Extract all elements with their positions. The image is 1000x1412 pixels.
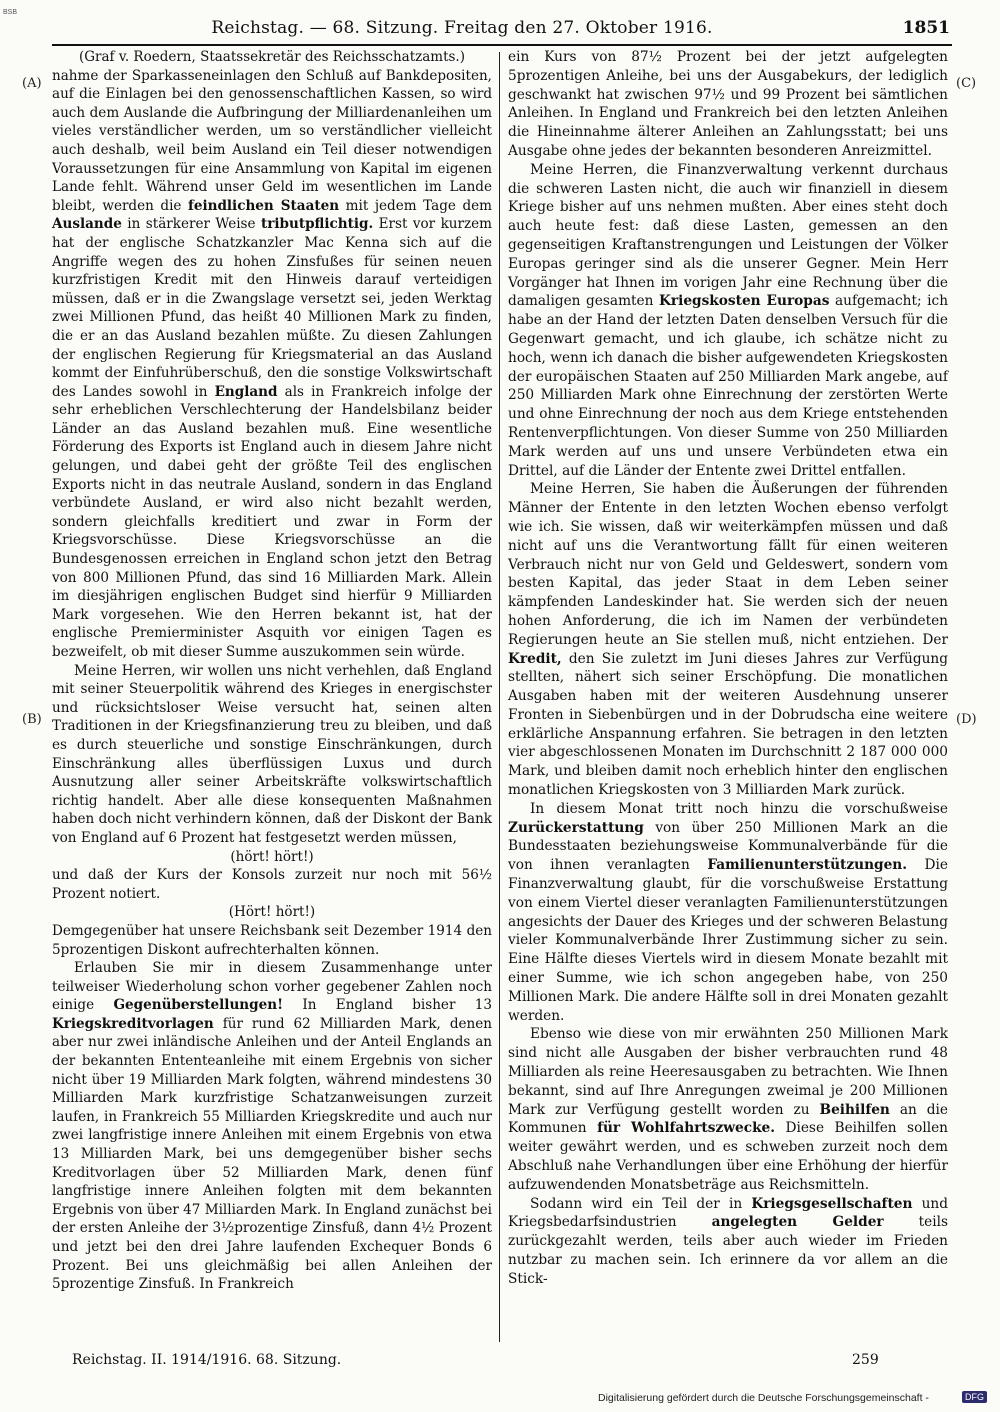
page-number: 1851 xyxy=(902,18,950,38)
running-title: Reichstag. — 68. Sitzung. Freitag den 27. Oktober 1916. xyxy=(211,18,713,38)
paragraph: Meine Herren, Sie haben die Äußerungen der führenden Männer der Entente in den letzten Wochen ebenso verfolgt wie ich. Sie wissen, daß wir weiterkämpfen müssen und daß nicht auf uns die Verantwortung fällt für einen weiteren Verbrauch nicht nur von Geld und Geldeswert, sondern vom besten Kapital, das jeder Staat in dem Leben seiner kämpfenden Landeskinder hat. Sie werden sich der neuen hohen Anforderung, die ich im Namen der verbündeten Regierungen heute an Sie stellen muß, nicht entziehen. Der Kredit, den Sie zuletzt im Juni dieses Jahres zur Verfügung stellten, nähert sich seiner Erschöpfung. Die monatlichen Ausgaben haben mit der weiteren Ausdehnung unserer Fronten in Siebenbürgen und in der Dobrudscha eine weitere erklärliche Anspannung erfahren. Sie betragen in den letzten vier abgeschlossenen Monaten im Durchschnitt 2 187 000 000 Mark, und bleiben damit noch erheblich hinter den englischen monatlichen Kriegskosten von 3 Milliarden Mark zurück. xyxy=(508,481,948,799)
speaker-note: (Graf v. Roedern, Staatssekretär des Reichsschatzamts.) xyxy=(78,49,465,65)
interjection: (hört! hört!) xyxy=(230,848,314,865)
margin-marker-a: (A) xyxy=(22,76,42,91)
right-column xyxy=(508,48,948,1289)
interjection: (Hört! hört!) xyxy=(228,904,316,921)
dfg-logo: DFG xyxy=(962,1391,987,1403)
paragraph: und daß der Kurs der Konsols zurzeit nur noch mit 56½ Prozent notiert. xyxy=(52,867,492,902)
digitization-note: Digitalisierung gefördert durch die Deutsche Forschungsgemeinschaft - xyxy=(598,1392,929,1404)
margin-marker-d: (D) xyxy=(956,712,977,727)
margin-marker-c: (C) xyxy=(956,76,977,91)
paragraph: In diesem Monat tritt noch hinzu die vorschußweise Zurückerstattung von über 250 Millionen Mark an die Bundesstaaten beziehungsweise Kommunalverbände für die von ihnen veranlagten Familienunterstützungen. Die Finanzverwaltung glaubt, für die vorschußweise Erstattung von einem Viertel dieser veranlagten Familienunterstützungen angesichts der Dauer des Krieges und der schweren Belastung vieler Kommunalverbände Ihrer Zustimmung sicher zu sein. Eine Hälfte dieses Viertels wird in diesem Monate bezahlt mit einer Summe, wie ich schon angegeben habe, von 250 Millionen Mark. Die andere Hälfte soll in drei Monaten gezahlt werden. xyxy=(508,800,948,1024)
paragraph: Erlauben Sie mir in diesem Zusammenhange unter teilweiser Wiederholung schon vorher gegebener Zahlen noch einige Gegenüberstellungen! In England bisher 13 Kriegskreditvorlagen für rund 62 Milliarden Mark, denen aber nur zwei inländische Anleihen und der Anteil Englands an der bekannten Ententeanleihe mit einem Ergebnis von sicher nicht über 19 Milliarden Mark folgten, während mindestens 30 Milliarden Mark kurzfristige Schatzanweisungen zurzeit laufen, in Frankreich 55 Milliarden Kriegskredite und auch nur zwei langfristige innere Anleihen mit einem Ergebnis von etwa 13 Milliarden Mark, bei uns demgegenüber bisher sechs Kreditvorlagen über 52 Milliarden Mark, denen fünf langfristige innere Anleihen folgten mit dem bekannten Ergebnis von über 47 Milliarden Mark. In England zunächst bei der ersten Anleihe der 3½prozentige Zinsfuß, dann 4½ Prozent und jetzt bei den drei Jahre laufenden Exchequer Bonds 6 Prozent. Bei uns gleichmäßig bei allen Anleihen der 5prozentige Zinsfuß. In Frankreich xyxy=(52,960,493,1293)
library-stamp: BSB xyxy=(3,9,18,16)
paragraph: ein Kurs von 87½ Prozent bei der jetzt aufgelegten 5prozentigen Anleihe, bei uns der Ausgabekurs, der lediglich geschwankt hat zwischen 97½ und 99 Prozent bei sämtlichen Anleihen. In England und Frankreich bei den letzten Anleihen die Hineinnahme älterer Anleihen an Zahlungsstatt; bei uns Ausgabe ohne jedes der bekannten besonderen Anreizmittel. xyxy=(508,49,948,159)
paragraph: Ebenso wie diese von mir erwähnten 250 Millionen Mark sind nicht alle Ausgaben der bisher verbrauchten rund 48 Milliarden als reine Heeresausgaben zu betrachten. Wie Ihnen bekannt, sind auf Ihre Anregungen zweimal je 200 Millionen Mark zur Verfügung gestellt worden zu Beihilfen an die Kommunen für Wohlfahrtszwecke. Diese Beihilfen sollen weiter gewährt werden, und es schweben zurzeit noch dem Abschluß nahe Verhandlungen über eine Erhöhung der hierfür aufzuwendenden Monatsbeträge aus Reichsmitteln. xyxy=(508,1026,948,1193)
page-header xyxy=(52,18,952,46)
paragraph: Meine Herren, die Finanzverwaltung verkennt durchaus die schweren Lasten nicht, die auch wir finanziell in diesem Kriege bisher auf uns nehmen mußten. Aber eines steht doch auch heute fest: daß diese Lasten, gemessen an den gegenseitigen Kraftanstrengungen und Leistungen der Völker Europas geringer sind als die unserer Gegner. Mein Herr Vorgänger hat Ihnen im vorigen Jahr eine Rechnung über die damaligen gesamten Kriegskosten Europas aufgemacht; ich habe an der Hand der letzten Daten denselben Versuch für die Gegenwart gemacht, und ich glaube, ich schätze nicht zu hoch, wenn ich danach die bisher aufgewendeten Kriegskosten der europäischen Staaten auf 250 Milliarden Mark angebe, auf 250 Milliarden Mark ohne Einrechnung der zerstörten Werte und ohne Einrechnung der noch aus dem Kriege entstehenden Rentenverpflichtungen. Von dieser Summe von 250 Milliarden Mark werden auf uns und unsere Verbündeten etwa ein Drittel, auf die Länder der Entente zwei Drittel entfallen. xyxy=(508,161,949,479)
paragraph: Demgegenüber hat unsere Reichsbank seit Dezember 1914 den 5prozentigen Diskont aufrechterhalten können. xyxy=(52,922,492,958)
left-column xyxy=(52,48,492,1294)
column-divider xyxy=(499,52,500,1342)
footer-signature: Reichstag. II. 1914/1916. 68. Sitzung. xyxy=(72,1352,342,1368)
paragraph: nahme der Sparkasseneinlagen den Schluß auf Bankdepositen, auf die Einlagen bei den genossenschaftlichen Kassen, so wird auch dem Auslande die Aufbringung der Milliardenanleihen um vieles verständlicher werden, um so verständlicher vielleicht auch deshalb, weil beim Ausland ein Teil dieser notwendigen Voraussetzungen für eine Ansammlung von Kapital im eigenen Lande fehlt. Während unser Geld im wesentlichen im Lande bleibt, werden die feindlichen Staaten mit jedem Tage dem Auslande in stärkerer Weise tributpflichtig. Erst vor kurzem hat der englische Schatzkanzler Mac Kenna sich auf die Angriffe wegen des zu hohen Zinsfußes für seinen neuen kurzfristigen Kredit mit den Hinweis darauf verteidigen müssen, daß er in die Zwangslage versetzt sei, jeden Werktag zwei Millionen Pfund, das heißt 40 Millionen Mark zu finden, die er an das Ausland bezahlen müßte. Zu diesen Zahlungen der englischen Regierung für Kriegsmaterial an das Ausland kommt der Einfuhrüberschuß, den die sonstige Volkswirtschaft des Landes sowohl in England als in Frankreich infolge der sehr erheblichen Verschlechterung der Handelsbilanz beider Länder an das Ausland bezahlen muß. Eine wesentliche Förderung des Exports ist England auch in diesem Jahre nicht gelungen, und dabei geht der größte Teil des englischen Exports nicht in das neutrale Ausland, sondern in das England verbündete Ausland, er wird also nicht bezahlt werden, sondern gleichfalls kreditiert und zwar in Form der Kriegsvorschüsse. Diese Kriegsvorschüsse an die Bundesgenossen erreichen in England schon jetzt den Betrag von 800 Millionen Pfund, das sind 16 Milliarden Mark. Allein im diesjährigen englischen Budget sind hierfür 9 Milliarden Mark vorgesehen. Wie den Herren bekannt ist, hat der englische Premierminister Asquith vor einigen Tagen es bezweifelt, ob mit dieser Summe auszukommen sein würde. xyxy=(52,67,493,660)
paragraph: Meine Herren, wir wollen uns nicht verhehlen, daß England mit seiner Steuerpolitik während des Krieges in energischster und rücksichtsloser Weise versucht hat, seinen alten Traditionen in der Kriegsfinanzierung treu zu bleiben, und daß es durch steuerliche und sonstige Einschränkungen, durch Einschränkung alles überflüssigen Luxus und durch Ausnutzung aller seiner Arbeitskräfte volkswirtschaftlich richtig handelt. Aber alle diese konsequenten Maßnahmen haben doch nicht verhindern können, daß der Diskont der Bank von England auf 6 Prozent hat festgesetzt werden müssen, xyxy=(52,662,492,846)
margin-marker-b: (B) xyxy=(22,712,42,727)
paragraph: Sodann wird ein Teil der in Kriegsgesellschaften und Kriegsbedarfsindustrien angelegten Gelder teils zurückgezahlt werden, teils aber auch wieder im Frieden nutzbar zu machen sein. Ich erinnere da vor allem an die Stick- xyxy=(508,1195,949,1287)
footer-sheet-number: 259 xyxy=(852,1352,879,1368)
